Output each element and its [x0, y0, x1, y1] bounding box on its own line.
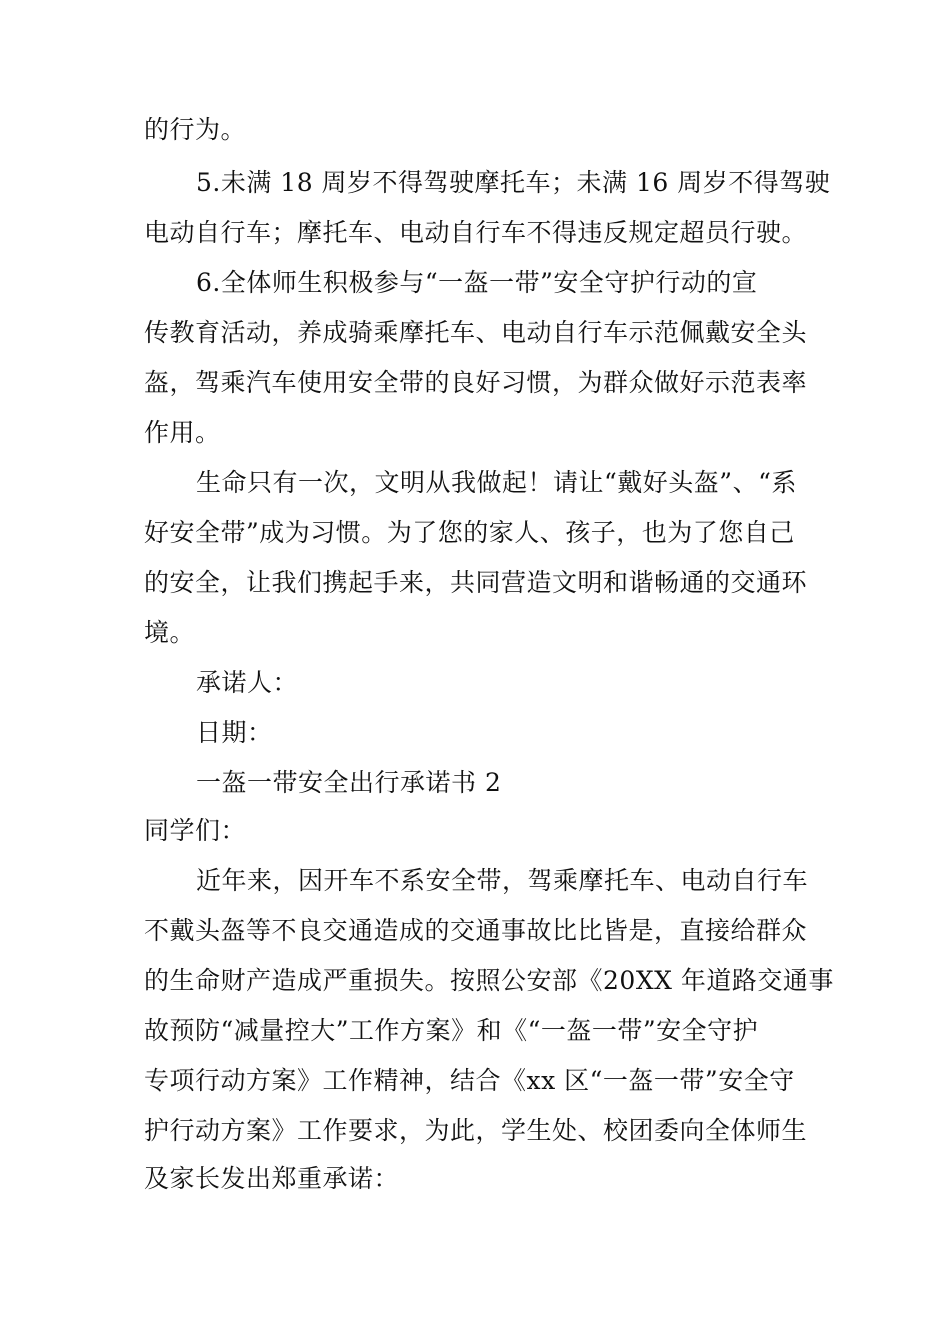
text-line: 的安全，让我们携起手来，共同营造文明和谐畅通的交通环 [144, 568, 808, 597]
text-line: 及家长发出郑重承诺： [144, 1164, 400, 1193]
text-line: 的行为。 [144, 115, 247, 144]
text-line: 护行动方案》工作要求，为此，学生处、校团委向全体师生 [144, 1116, 808, 1145]
text-line: 6.全体师生积极参与“一盔一带”安全守护行动的宣 [196, 268, 758, 297]
text-line: 专项行动方案》工作精神，结合《xx 区“一盔一带”安全守 [144, 1066, 795, 1095]
date-label: 日期： [196, 718, 273, 747]
signatory-label: 承诺人： [196, 668, 299, 697]
text-line: 近年来，因开车不系安全带，驾乘摩托车、电动自行车 [196, 866, 809, 895]
text-line: 的生命财产造成严重损失。按照公安部《20XX 年道路交通事 [144, 966, 834, 995]
text-line: 电动自行车；摩托车、电动自行车不得违反规定超员行驶。 [144, 218, 808, 247]
text-line: 传教育活动，养成骑乘摩托车、电动自行车示范佩戴安全头 [144, 318, 808, 347]
salutation: 同学们： [144, 816, 247, 845]
text-line: 生命只有一次，文明从我做起！请让“戴好头盔”、“系 [196, 468, 797, 497]
text-line: 不戴头盔等不良交通造成的交通事故比比皆是，直接给群众 [144, 916, 808, 945]
text-line: 5.未满 18 周岁不得驾驶摩托车；未满 16 周岁不得驾驶 [196, 168, 831, 197]
text-line: 故预防“减量控大”工作方案》和《“一盔一带”安全守护 [144, 1016, 759, 1045]
section-title: 一盔一带安全出行承诺书 2 [196, 768, 502, 797]
text-line: 好安全带”成为习惯。为了您的家人、孩子，也为了您自己 [144, 518, 795, 547]
text-line: 境。 [144, 618, 196, 647]
text-line: 作用。 [144, 418, 221, 447]
text-line: 盔，驾乘汽车使用安全带的良好习惯，为群众做好示范表率 [144, 368, 808, 397]
